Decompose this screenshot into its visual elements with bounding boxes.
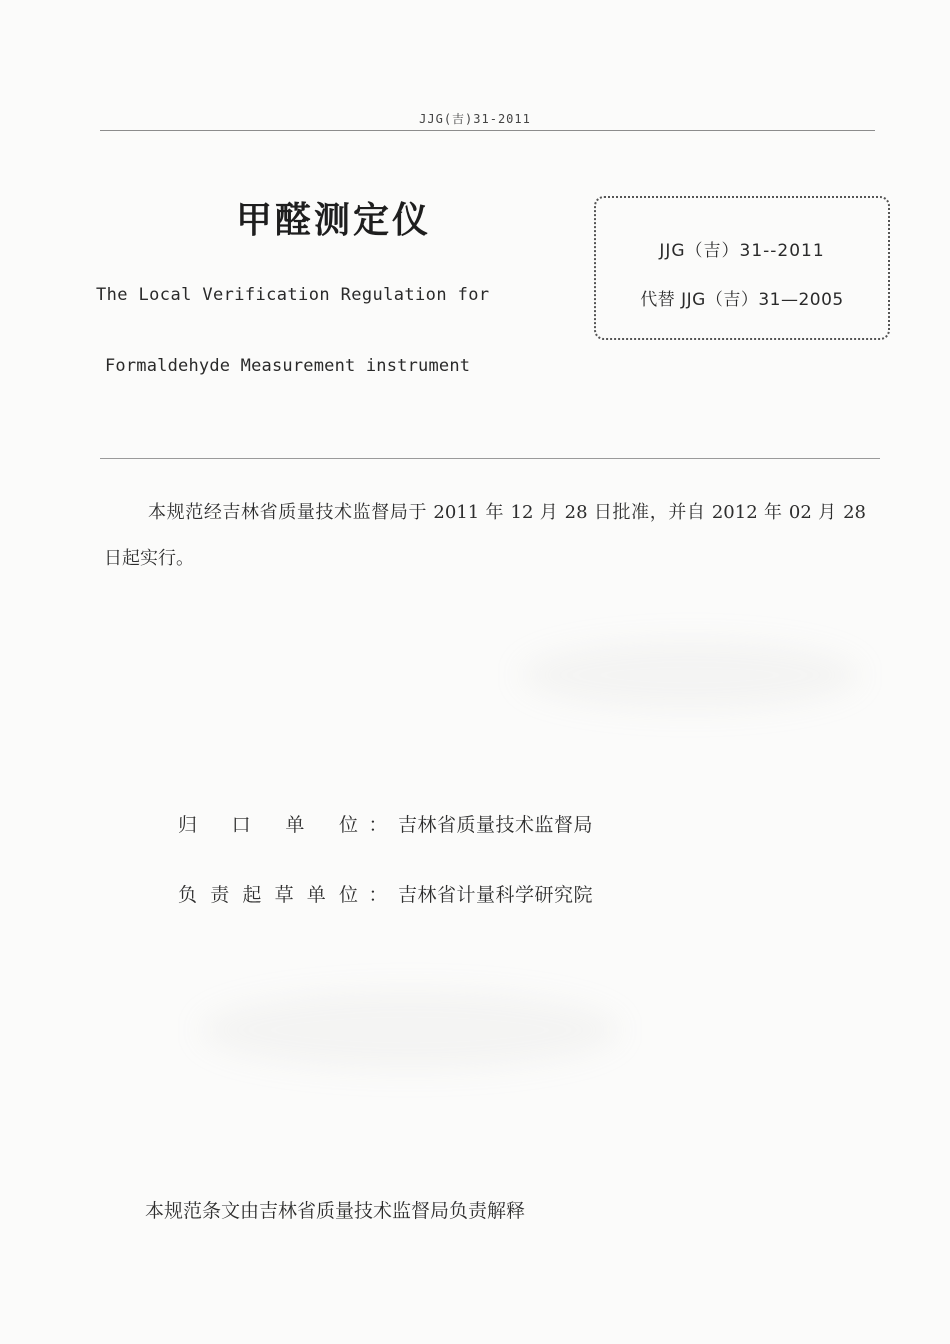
replaced-code: 代替 JJG（吉）31—2005	[640, 290, 844, 310]
scan-smudge	[200, 990, 620, 1070]
header-code: JJG(吉)31-2011	[419, 112, 531, 126]
drafting-unit-label: 负责起草单位	[178, 884, 358, 906]
drafting-unit-row	[178, 880, 593, 907]
scan-smudge	[520, 640, 860, 710]
section-rule	[100, 458, 880, 459]
title-chinese: 甲醛测定仪	[236, 200, 432, 241]
competent-authority-row	[178, 810, 593, 837]
competent-authority-value: 吉林省质量技术监督局	[398, 814, 594, 836]
approval-statement: 本规范经吉林省质量技术监督局于 2011 年 12 月 28 日批准，并自 2012 年 02 月 28 日起实行。	[104, 502, 866, 569]
drafting-unit-colon: ：	[368, 884, 388, 906]
competent-authority-colon: ：	[368, 814, 388, 836]
current-code: JJG（吉）31--2011	[659, 241, 825, 261]
drafting-unit-value: 吉林省计量科学研究院	[398, 884, 594, 906]
title-english-line-2: Formaldehyde Measurement instrument	[105, 356, 471, 376]
title-english-line-1: The Local Verification Regulation for	[96, 285, 490, 305]
competent-authority-label: 归口单位	[178, 814, 358, 836]
header-rule	[100, 130, 875, 131]
interpretation-note: 本规范条文由吉林省质量技术监督局负责解释	[145, 1200, 526, 1222]
regulation-code-box	[594, 196, 890, 340]
